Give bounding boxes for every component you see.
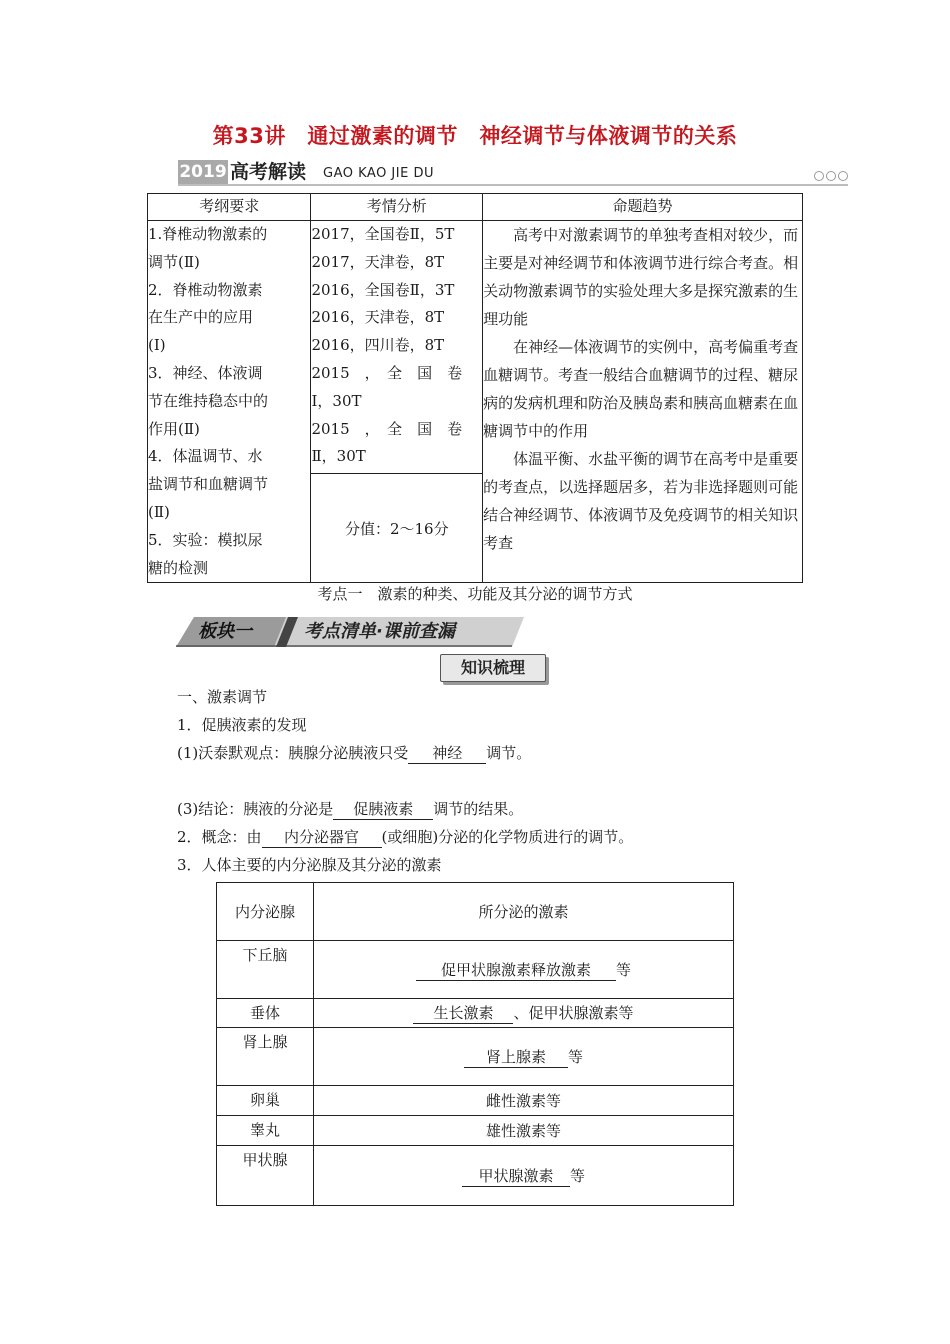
fill-blank: 促胰液素 bbox=[333, 799, 433, 820]
module-label-left: 板块一 bbox=[198, 621, 252, 642]
analysis-line: 2015 ， 全 国 卷 bbox=[311, 419, 463, 438]
text: (或细胞)分泌的化学物质进行的调节。 bbox=[381, 828, 634, 846]
header-analysis: 考情分析 bbox=[311, 194, 483, 221]
analysis-line: 2016，全国卷Ⅱ，3T bbox=[311, 280, 455, 299]
text: 等 bbox=[615, 960, 631, 979]
gland-cell: 睾丸 bbox=[217, 1116, 314, 1146]
banner-dots-icon bbox=[812, 167, 848, 185]
analysis-line: Ⅰ，30T bbox=[311, 391, 362, 410]
page-title: 第33讲 通过激素的调节 神经调节与体液调节的关系 bbox=[212, 124, 738, 148]
trend-paragraph: 高考中对激素调节的单独考查相对较少，而主要是对神经调节和体液调节进行综合考查。相关动物激素调节的实验处理大多是探究激素的生理功能 bbox=[483, 226, 799, 328]
requirement-line: 在生产中的应用 bbox=[148, 308, 254, 327]
gland-cell: 卵巢 bbox=[217, 1086, 314, 1116]
requirement-line: 2．脊椎动物激素 bbox=[148, 280, 263, 299]
requirement-line: 5．实验：模拟尿 bbox=[148, 530, 263, 549]
analysis-line: 2017，天津卷，8T bbox=[311, 252, 445, 271]
header-requirements: 考纲要求 bbox=[148, 194, 311, 221]
analysis-cell bbox=[311, 221, 483, 474]
requirement-line: 调节(Ⅱ) bbox=[148, 252, 200, 271]
requirement-line: 糖的检测 bbox=[148, 558, 209, 577]
trend-paragraph: 在神经—体液调节的实例中，高考偏重考查血糖调节。考查一般结合血糖调节的过程、糖尿病的发病机理和防治及胰岛素和胰高血糖素在血糖调节中的作用 bbox=[483, 338, 799, 440]
heading-hormone-regulation: 一、激素调节 bbox=[177, 688, 268, 706]
analysis-line: 2016，天津卷，8T bbox=[311, 308, 445, 327]
fill-blank: 内分泌器官 bbox=[262, 827, 382, 848]
requirement-line: 节在维持稳态中的 bbox=[148, 391, 269, 410]
text: (1)沃泰默观点：胰腺分泌胰液只受 bbox=[177, 744, 409, 762]
text: 调节。 bbox=[486, 744, 532, 762]
endocrine-gland-table bbox=[216, 882, 734, 1206]
trend-cell bbox=[483, 221, 803, 583]
hormone-cell bbox=[314, 1146, 734, 1206]
line-wertheimer bbox=[177, 742, 531, 764]
requirement-line: (Ⅱ) bbox=[148, 502, 170, 521]
module-label-right: 考点清单·课前查漏 bbox=[304, 621, 455, 642]
requirement-line: (Ⅰ) bbox=[148, 336, 166, 355]
text: 、促甲状腺激素等 bbox=[513, 1004, 634, 1022]
hormone-cell bbox=[314, 941, 734, 999]
hormone-cell: 雄性激素等 bbox=[314, 1116, 734, 1146]
line-conclusion bbox=[177, 798, 523, 820]
section-heading: 考点一 激素的种类、功能及其分泌的调节方式 bbox=[317, 585, 633, 603]
hormone-cell: 雌性激素等 bbox=[314, 1086, 734, 1116]
hormone-cell bbox=[314, 1028, 734, 1086]
gland-cell: 垂体 bbox=[217, 999, 314, 1028]
gland-cell: 下丘脑 bbox=[217, 941, 314, 999]
header-trend: 命题趋势 bbox=[483, 194, 803, 221]
requirements-cell bbox=[148, 221, 311, 583]
fill-blank: 生长激素 bbox=[413, 1003, 513, 1024]
requirement-line: 1.脊椎动物激素的 bbox=[148, 225, 268, 243]
fill-blank: 促甲状腺激素释放激素 bbox=[416, 960, 616, 981]
fill-blank: 神经 bbox=[408, 743, 486, 764]
analysis-line: Ⅱ，30T bbox=[311, 447, 366, 466]
banner-label: 高考解读 bbox=[230, 161, 307, 183]
item-secretin-discovery: 1．促胰液素的发现 bbox=[177, 716, 307, 734]
requirement-line: 盐调节和血糖调节 bbox=[148, 475, 269, 494]
text: 调节的结果。 bbox=[433, 800, 524, 818]
header-hormone: 所分泌的激素 bbox=[314, 883, 734, 941]
requirement-line: 3．神经、体液调 bbox=[148, 363, 263, 382]
banner-subtitle: GAO KAO JIE DU bbox=[323, 166, 434, 181]
text: 2．概念：由 bbox=[177, 828, 262, 846]
exam-overview-table bbox=[147, 193, 803, 583]
banner-year: 2019 bbox=[179, 162, 227, 182]
score-cell: 分值：2～16分 bbox=[311, 474, 483, 583]
gland-cell: 肾上腺 bbox=[217, 1028, 314, 1086]
text: (3)结论：胰液的分泌是 bbox=[177, 800, 334, 818]
header-gland: 内分泌腺 bbox=[217, 883, 314, 941]
requirement-line: 4．体温调节、水 bbox=[148, 447, 263, 466]
hormone-cell bbox=[314, 999, 734, 1028]
text: 等 bbox=[567, 1047, 583, 1066]
fill-blank: 肾上腺素 bbox=[464, 1047, 568, 1068]
knowledge-badge: 知识梳理 bbox=[440, 654, 546, 682]
requirement-line: 作用(Ⅱ) bbox=[148, 419, 200, 438]
line-concept bbox=[177, 826, 633, 848]
text: 等 bbox=[569, 1166, 585, 1185]
analysis-line: 2015 ， 全 国 卷 bbox=[311, 363, 463, 382]
item-endocrine-glands: 3．人体主要的内分泌腺及其分泌的激素 bbox=[177, 856, 442, 874]
fill-blank: 甲状腺激素 bbox=[462, 1166, 570, 1187]
analysis-line: 2017，全国卷Ⅱ，5T bbox=[311, 225, 455, 243]
trend-paragraph: 体温平衡、水盐平衡的调节在高考中是重要的考查点，以选择题居多，若为非选择题则可能结合神经调节、体液调节及免疫调节的相关知识考查 bbox=[483, 450, 799, 552]
analysis-line: 2016，四川卷，8T bbox=[311, 336, 445, 355]
module-banner bbox=[176, 617, 524, 647]
banner-divider bbox=[178, 184, 848, 186]
gland-cell: 甲状腺 bbox=[217, 1146, 314, 1206]
exam-interpretation-banner bbox=[178, 158, 848, 186]
